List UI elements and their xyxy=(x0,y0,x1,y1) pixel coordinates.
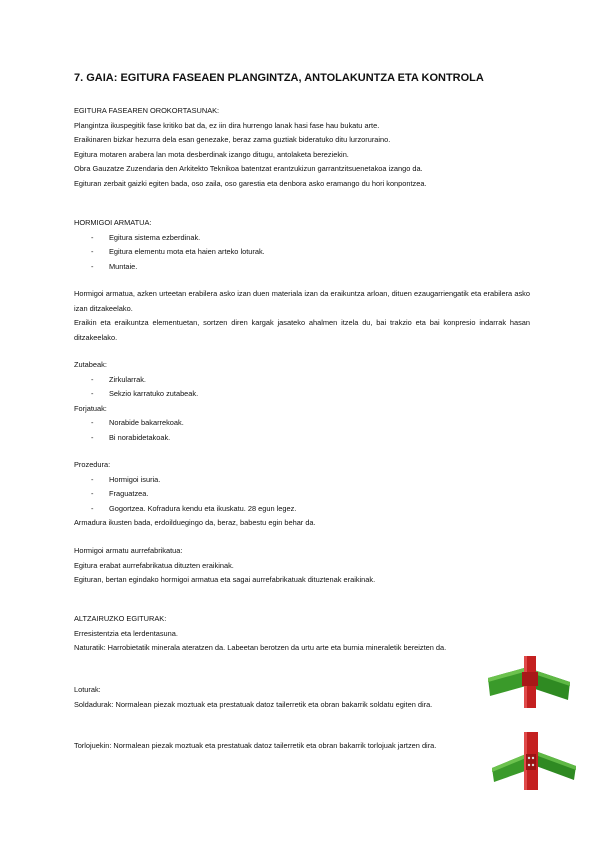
hormigoi-paragraph-2: Eraikin eta eraikuntza elementuetan, sortzen diren kargak jasateko ahalmen itzela du, bai trakzio eta bai konpresio indarrak hasan ditzakeelako. xyxy=(74,318,530,342)
altzairu-heading: ALTZAIRUZKO EGITURAK: xyxy=(74,614,167,623)
prozedura-heading: Prozedura: xyxy=(74,460,111,469)
aurrefabrikatua-heading: Hormigoi armatu aurrefabrikatua: xyxy=(74,546,183,555)
aurrefabrikatua-line: Egitura erabat aurrefabrikatua dituzten eraikinak. xyxy=(74,560,234,570)
loturak-section xyxy=(74,683,486,712)
list-item: - Norabide bakarrekoak. xyxy=(74,416,530,431)
intro-section xyxy=(74,104,530,191)
prozedura-note: Armadura ikusten bada, erdoilduegingo da, beraz, babestu egin behar da. xyxy=(74,518,316,527)
intro-heading: EGITURA FASEAREN OROKORTASUNAK: xyxy=(74,106,220,115)
list-item: - Hormigoi isuria. xyxy=(74,473,530,488)
prozedura-section xyxy=(74,458,530,531)
bolted-joint-image xyxy=(492,732,576,790)
aurrefabrikatua-section xyxy=(74,544,530,588)
torlojuekin-section xyxy=(74,739,486,754)
hormigoi-heading: HORMIGOI ARMATUA: xyxy=(74,218,152,227)
list-item: - Muntaie. xyxy=(74,260,530,275)
list-item: - Sekzio karratuko zutabeak. xyxy=(74,387,530,402)
list-item: - Bi norabidetakoak. xyxy=(74,431,530,446)
zutabeak-list xyxy=(74,373,530,402)
intro-line: Egituran zerbait gaizki egiten bada, oso zaila, oso garestia eta denbora asko eramango du hori konpontzea. xyxy=(74,178,427,188)
list-item: - Egitura elementu mota eta haien arteko loturak. xyxy=(74,245,530,260)
hormigoi-section xyxy=(74,216,530,274)
intro-line: Egitura motaren arabera lan mota desberdinak izango ditugu, antolaketa bereziekin. xyxy=(74,149,349,159)
intro-line: Plangintza ikuspegitik fase kritiko bat da, ez iin dira hurrengo lanak hasi fase hau bukatu arte. xyxy=(74,120,380,130)
intro-line: Obra Gauzatze Zuzendaria den Arkitekto Teknikoa batentzat erantzukizun garrantzitsuenetakoa izango da. xyxy=(74,164,423,173)
altzairu-section xyxy=(74,612,530,656)
list-item: - Egitura sistema ezberdinak. xyxy=(74,231,530,246)
torlojuekin-text: Torlojuekin: Normalean piezak moztuak eta prestatuak datoz tailerretik eta obran bakarrik torlojuak jartzen dira. xyxy=(74,741,437,750)
intro-line: Eraikinaren bizkar hezurra dela esan genezake, beraz zama guztiak bideratuko ditu lurzoruraino. xyxy=(74,135,391,144)
soldadurak-text: Soldadurak: Normalean piezak moztuak eta prestatuak datoz tailerretik eta obran bakarrik soldatu egiten dira. xyxy=(74,699,433,709)
page-title: 7. GAIA: EGITURA FASEAEN PLANGINTZA, ANTOLAKUNTZA ETA KONTROLA xyxy=(74,72,484,84)
loturak-heading: Loturak: xyxy=(74,685,101,694)
forjatuak-heading: Forjatuak: xyxy=(74,403,107,413)
list-item: - Fraguatzea. xyxy=(74,487,530,502)
list-item: - Gogortzea. Kofradura kendu eta ikuskatu. 28 egun legez. xyxy=(74,502,530,517)
forjatuak-list xyxy=(74,416,530,445)
altzairu-line: Naturatik: Harrobietatik minerala ateratzen da. Labeetan berotzen da urtu arte eta burnia mineraletik bereizten da. xyxy=(74,643,447,652)
hormigoi-paragraphs xyxy=(74,287,530,345)
prozedura-list xyxy=(74,473,530,517)
altzairu-line: Erresistentzia eta lerdentasuna. xyxy=(74,628,178,638)
hormigoi-list xyxy=(74,231,530,275)
zutabeak-heading: Zutabeak: xyxy=(74,360,107,369)
zutabeak-section xyxy=(74,358,530,445)
hormigoi-paragraph-1: Hormigoi armatua, azken urteetan erabilera asko izan duen materiala izan da eraikuntza arloan, dituen ezaugarriengatik eta erabilera asko izan ditzakeelako. xyxy=(74,289,530,313)
welded-joint-image xyxy=(486,656,572,708)
aurrefabrikatua-line: Egituran, bertan egindako hormigoi armatua eta sagai aurrefabrikatuak dituztenak eraikinak. xyxy=(74,575,376,584)
list-item: - Zirkularrak. xyxy=(74,373,530,388)
